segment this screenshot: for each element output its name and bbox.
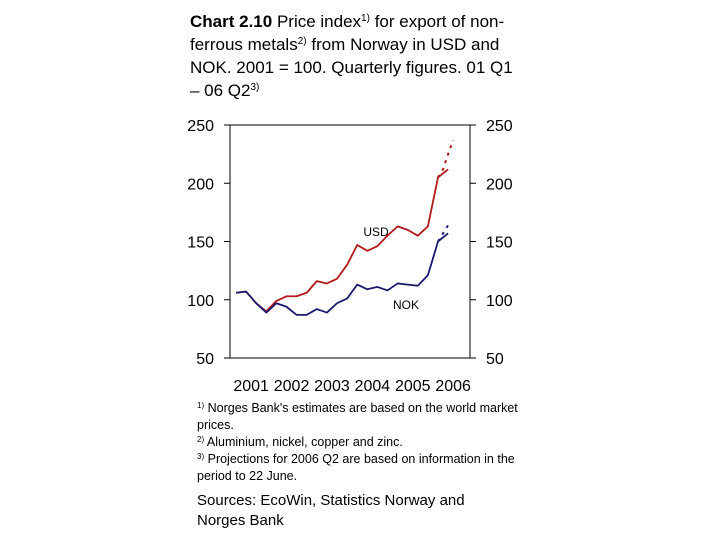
- series-line-usd: [236, 169, 448, 311]
- title-text-b: for export of non-ferrous metals: [190, 12, 505, 54]
- x-tick-label-2004: 2004: [354, 378, 391, 395]
- y-tick-label-right-200: 200: [486, 176, 513, 194]
- y-tick-label-right-250: 250: [486, 118, 513, 135]
- footnote-2-marker: 2): [197, 435, 205, 444]
- footnote-3: [197, 451, 537, 485]
- footnote-1: [197, 400, 537, 434]
- series-projection-nok: [438, 225, 448, 241]
- title-text-a: Price index: [276, 12, 362, 31]
- title-footnote-marker-3: 3): [250, 82, 260, 93]
- footnote-1-text: Norges Bank's estimates are based on the world market prices.: [197, 401, 518, 432]
- title-text-c: from Norway in USD and NOK. 2001 = 100. Quarterly figures. 01 Q1 – 06 Q2: [190, 35, 513, 100]
- y-tick-label-left-150: 150: [187, 234, 214, 252]
- x-tick-label-2006: 2006: [435, 378, 471, 395]
- series-label-nok: NOK: [392, 298, 420, 312]
- chart-number: Chart 2.10: [190, 12, 273, 31]
- y-tick-label-left-100: 100: [187, 292, 214, 310]
- title-footnote-marker-2: 2): [297, 36, 307, 47]
- title-footnote-marker-1: 1): [361, 13, 370, 24]
- y-tick-label-right-100: 100: [486, 292, 513, 310]
- x-tick-label-2001: 2001: [233, 378, 269, 395]
- footnotes: [197, 400, 537, 485]
- x-tick-label-2003: 2003: [314, 378, 350, 395]
- footnote-1-marker: 1): [197, 401, 205, 410]
- y-tick-label-right-150: 150: [486, 234, 513, 252]
- footnote-3-text: Projections for 2006 Q2 are based on information in the period to 22 June.: [197, 452, 515, 483]
- x-tick-label-2005: 2005: [394, 378, 431, 395]
- series-label-usd: USD: [363, 225, 389, 239]
- footnote-2: [197, 434, 537, 451]
- y-tick-label-left-250: 250: [187, 118, 214, 135]
- sources: Sources: EcoWin, Statistics Norway and Norges Bank: [197, 492, 465, 529]
- y-tick-label-right-50: 50: [486, 351, 504, 368]
- x-tick-label-2002: 2002: [273, 378, 310, 395]
- footnote-2-text: Aluminium, nickel, copper and zinc.: [206, 435, 403, 449]
- footnote-3-marker: 3): [197, 452, 205, 461]
- y-tick-label-left-50: 50: [196, 351, 214, 368]
- y-tick-label-left-200: 200: [187, 176, 214, 194]
- plot-frame: [230, 125, 470, 358]
